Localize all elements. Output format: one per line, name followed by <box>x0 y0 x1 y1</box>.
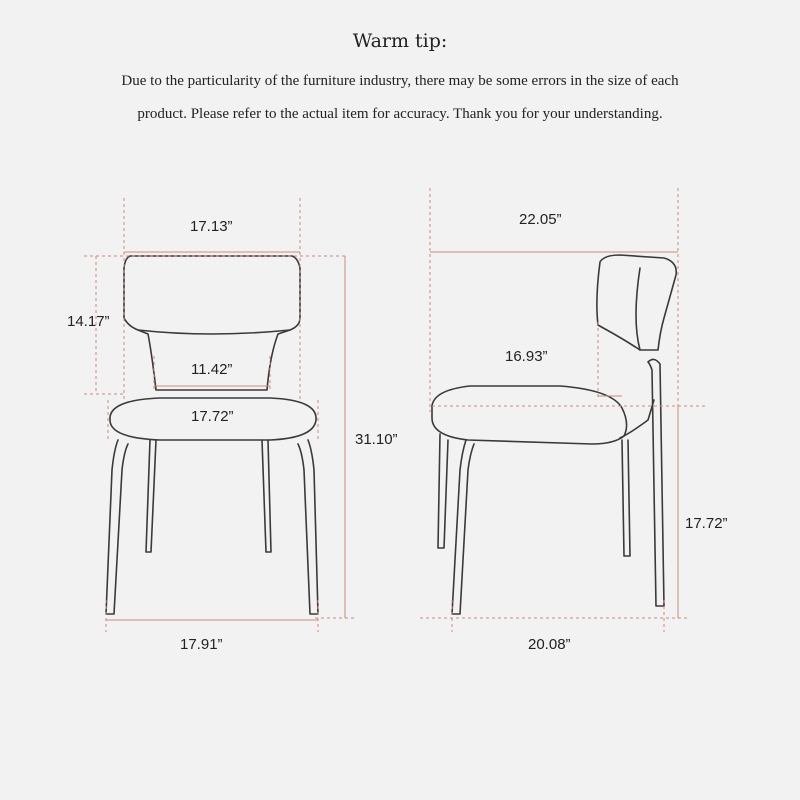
front-leg-left-inner <box>146 440 156 552</box>
side-base-depth-label: 20.08” <box>528 636 571 653</box>
side-seat <box>432 386 627 444</box>
warm-tip-line-2: product. Please refer to the actual item for accuracy. Thank you for your understanding. <box>137 106 663 122</box>
warm-tip-line-1: Due to the particularity of the furniture industry, there may be some errors in the size of each <box>121 73 679 89</box>
side-total-depth-label: 22.05” <box>519 211 562 228</box>
front-leg-right-inner <box>262 440 271 552</box>
side-leg-rear-inner <box>622 440 630 556</box>
side-backrest-edge <box>636 268 640 350</box>
front-leg-left-outer <box>106 440 128 614</box>
warm-tip-title: Warm tip: <box>352 30 448 52</box>
front-base-width-label: 17.91” <box>180 636 223 653</box>
side-leg-front <box>438 434 448 548</box>
side-seat-height-label: 17.72” <box>685 515 728 532</box>
front-backrest-seam <box>138 330 290 334</box>
front-backrest-height-label: 14.17” <box>67 313 110 330</box>
front-total-height-label: 31.10” <box>355 431 398 448</box>
side-seat-depth-label: 16.93” <box>505 348 548 365</box>
front-waist-width-label: 11.42” <box>191 361 233 378</box>
front-seat-width-label: 17.72” <box>191 408 234 425</box>
front-backrest-width-label: 17.13” <box>190 218 233 235</box>
side-back-frame <box>648 359 664 606</box>
side-view-chair <box>432 255 676 614</box>
front-view-chair <box>106 256 318 614</box>
front-leg-right-outer <box>298 440 318 614</box>
side-leg-front-outer <box>452 440 474 614</box>
